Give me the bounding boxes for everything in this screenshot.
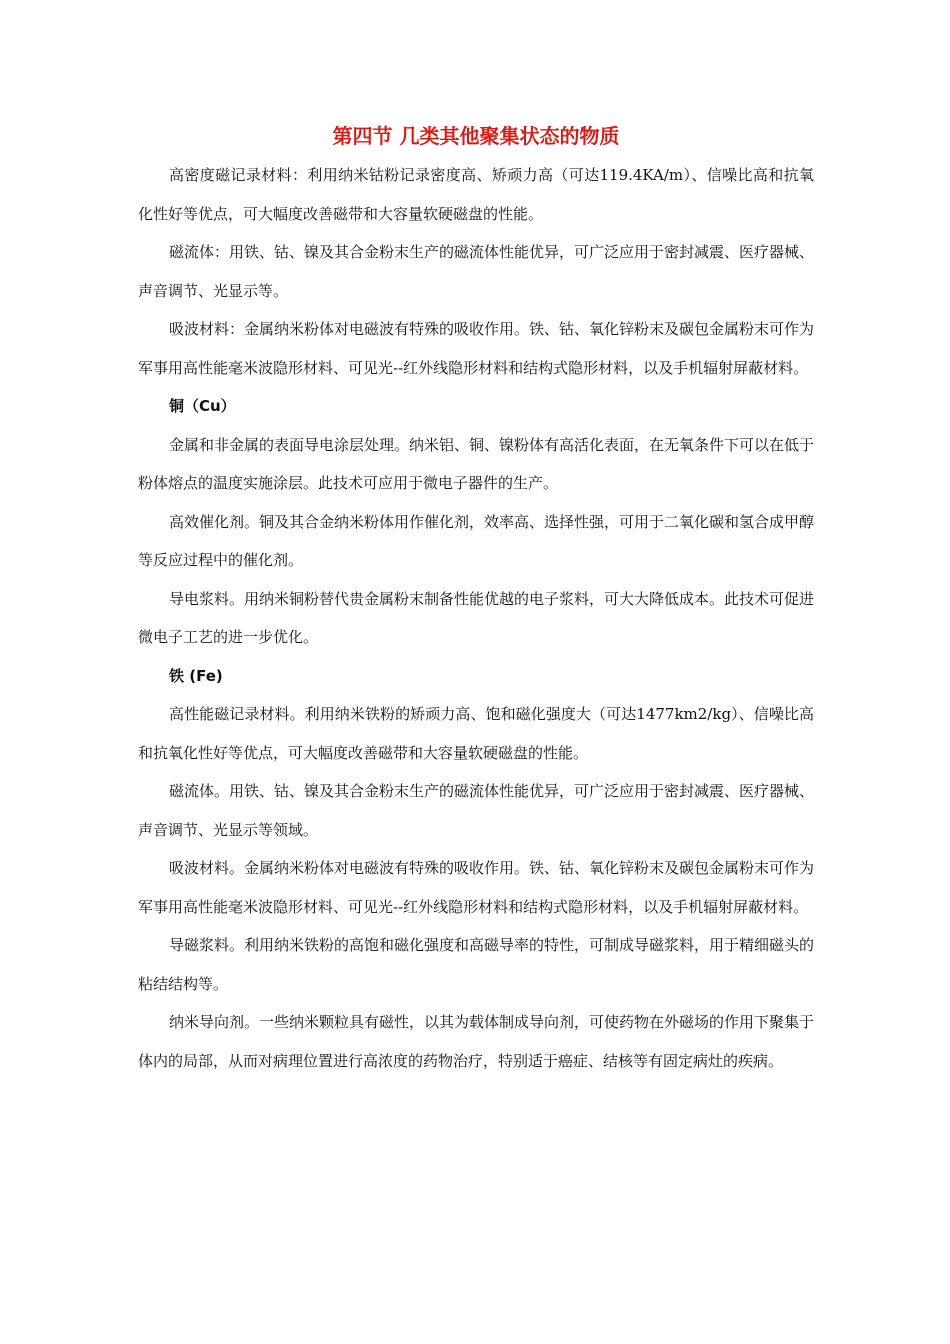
paragraph: 导磁浆料。利用纳米铁粉的高饱和磁化强度和高磁导率的特性，可制成导磁浆料，用于精细磁头的粘结结构等。 xyxy=(138,936,815,993)
subsection-heading: 铜（Cu） xyxy=(169,397,236,415)
paragraph: 纳米导向剂。一些纳米颗粒具有磁性，以其为载体制成导向剂，可使药物在外磁场的作用下聚集于体内的局部，从而对病理位置进行高浓度的药物治疗，特别适于癌症、结核等有固定病灶的疾病。 xyxy=(138,1013,815,1070)
document-body xyxy=(138,156,814,1080)
paragraph: 高效催化剂。铜及其合金纳米粉体用作催化剂，效率高、选择性强，可用于二氧化碳和氢合成甲醇等反应过程中的催化剂。 xyxy=(138,512,815,569)
paragraph: 磁流体：用铁、钴、镍及其合金粉末生产的磁流体性能优异，可广泛应用于密封减震、医疗器械、声音调节、光显示等。 xyxy=(138,243,815,300)
paragraph: 吸波材料。金属纳米粉体对电磁波有特殊的吸收作用。铁、钴、氧化锌粉末及碳包金属粉末可作为军事用高性能毫米波隐形材料、可见光--红外线隐形材料和结构式隐形材料，以及手机辐射屏蔽材料。 xyxy=(138,859,815,916)
paragraph: 金属和非金属的表面导电涂层处理。纳米铝、铜、镍粉体有高活化表面，在无氧条件下可以在低于粉体熔点的温度实施涂层。此技术可应用于微电子器件的生产。 xyxy=(138,435,815,492)
paragraph: 高密度磁记录材料：利用纳米钴粉记录密度高、矫顽力高（可达119.4KA/m）、信噪比高和抗氧化性好等优点，可大幅度改善磁带和大容量软硬磁盘的性能。 xyxy=(138,166,814,223)
subsection-heading: 铁 (Fe) xyxy=(169,666,223,685)
paragraph: 吸波材料：金属纳米粉体对电磁波有特殊的吸收作用。铁、钴、氧化锌粉末及碳包金属粉末可作为军事用高性能毫米波隐形材料、可见光--红外线隐形材料和结构式隐形材料，以及手机辐射屏蔽材料。 xyxy=(138,320,815,377)
paragraph: 磁流体。用铁、钴、镍及其合金粉末生产的磁流体性能优异，可广泛应用于密封减震、医疗器械、声音调节、光显示等领域。 xyxy=(138,782,815,839)
paragraph: 高性能磁记录材料。利用纳米铁粉的矫顽力高、饱和磁化强度大（可达1477km2/kg）、信噪比高和抗氧化性好等优点，可大幅度改善磁带和大容量软硬磁盘的性能。 xyxy=(138,705,814,762)
paragraph: 导电浆料。用纳米铜粉替代贵金属粉末制备性能优越的电子浆料，可大大降低成本。此技术可促进微电子工艺的进一步优化。 xyxy=(138,589,815,646)
section-title: 第四节 几类其他聚集状态的物质 xyxy=(332,124,620,148)
document-page xyxy=(138,120,814,1080)
